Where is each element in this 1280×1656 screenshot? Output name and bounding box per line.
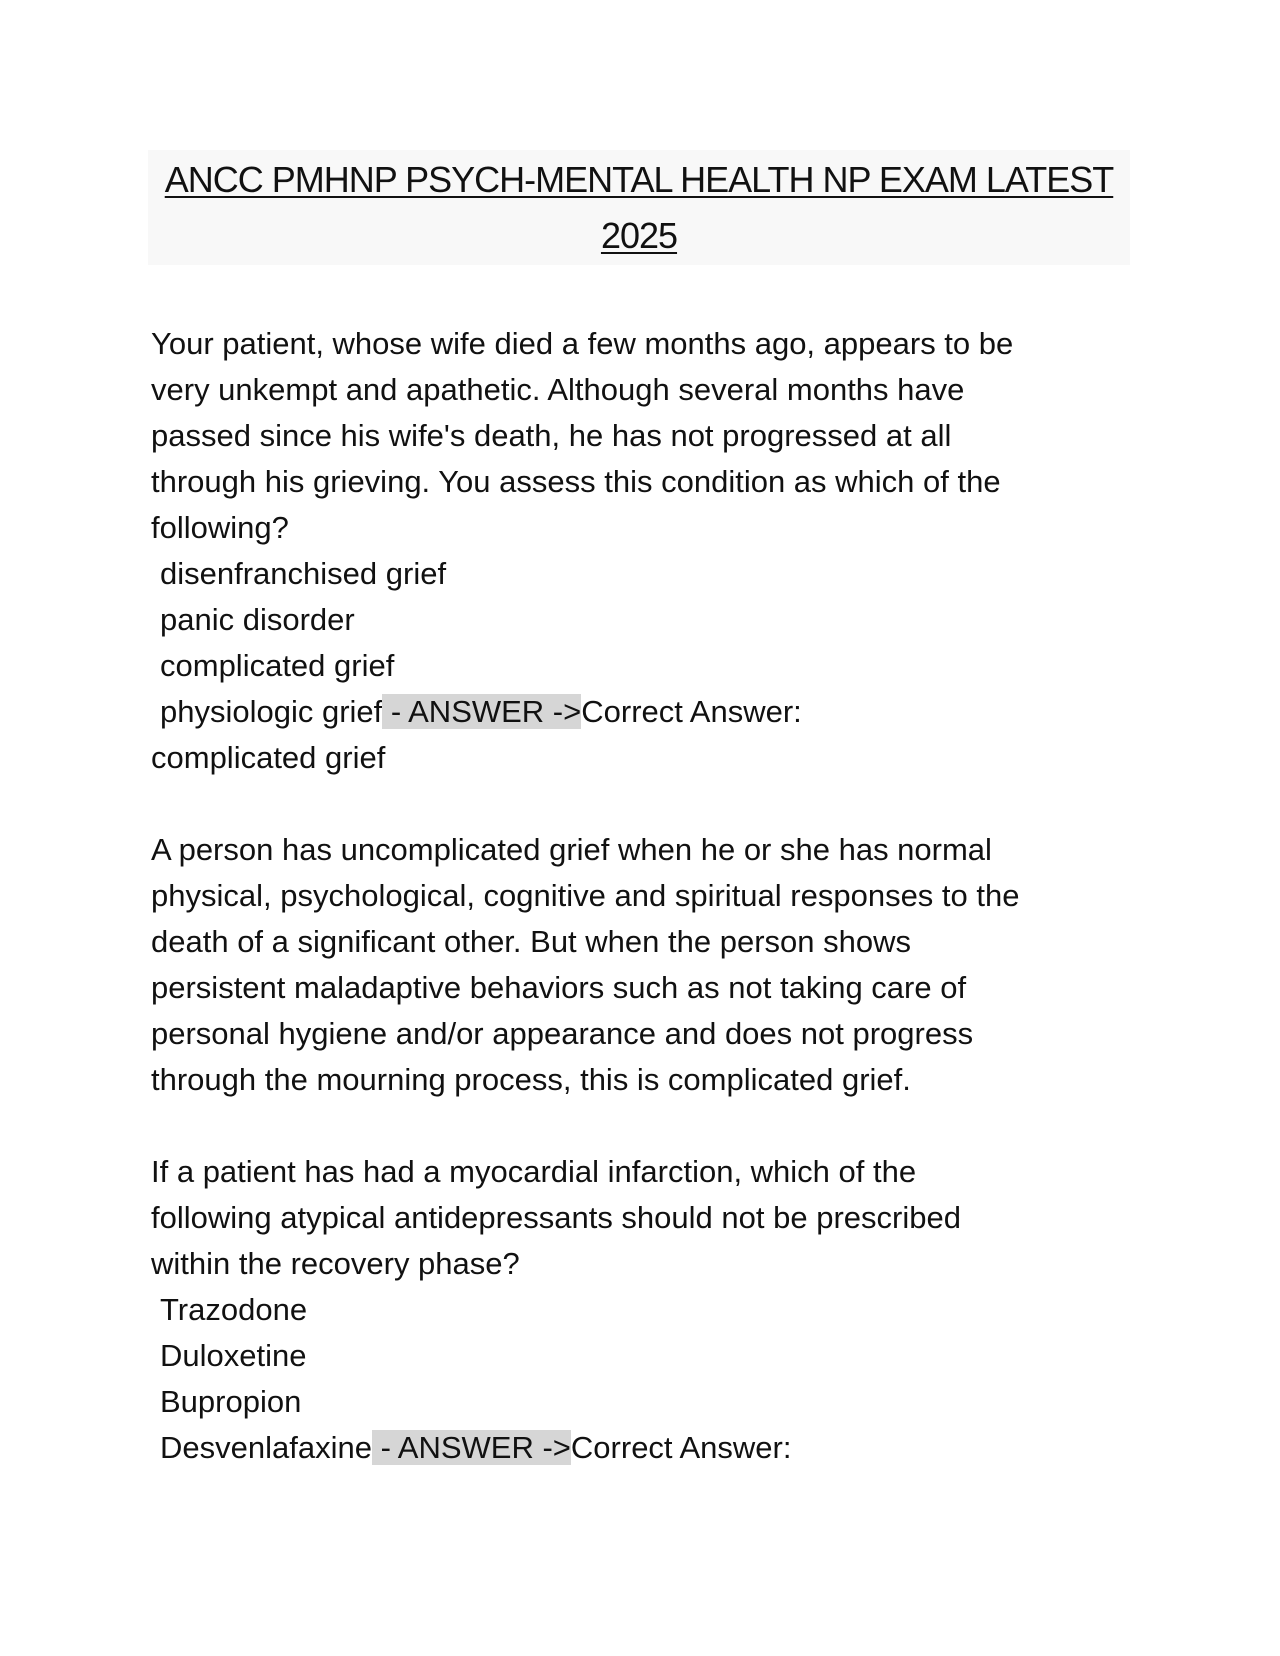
- explanation-line: death of a significant other. But when the person shows: [151, 924, 911, 959]
- question-2-stem-line: within the recovery phase?: [151, 1246, 520, 1281]
- title-line-1: ANCC PMHNP PSYCH-MENTAL HEALTH NP EXAM LATEST: [164, 159, 1114, 200]
- explanation-line: through the mourning process, this is complicated grief.: [151, 1062, 911, 1097]
- question-2-option: Trazodone: [160, 1292, 308, 1327]
- question-1-stem-line: through his grieving. You assess this condition as which of the: [151, 464, 1001, 499]
- paragraph-gap: [151, 1103, 1151, 1149]
- question-1-stem-line: following?: [151, 510, 289, 545]
- question-1-stem-line: very unkempt and apathetic. Although several months have: [151, 372, 965, 407]
- explanation-line: persistent maladaptive behaviors such as not taking care of: [151, 970, 967, 1005]
- explanation-line: A person has uncomplicated grief when he or she has normal: [151, 832, 992, 867]
- question-2-option: Duloxetine: [160, 1338, 307, 1373]
- question-1-answer-value: complicated grief: [151, 740, 386, 775]
- question-2-last-option-line: [151, 1425, 1151, 1471]
- question-1-option: panic disorder: [160, 602, 355, 637]
- question-1-stem-line: passed since his wife's death, he has not progressed at all: [151, 418, 952, 453]
- question-2-option: Bupropion: [160, 1384, 302, 1419]
- answer-label: Correct Answer:: [581, 694, 802, 729]
- question-1-option: physiologic grief: [160, 694, 383, 729]
- document-body: [151, 321, 1151, 1471]
- question-1-option: complicated grief: [160, 648, 395, 683]
- paragraph-gap: [151, 781, 1151, 827]
- question-2-stem-line: following atypical antidepressants should not be prescribed: [151, 1200, 961, 1235]
- question-1-stem-line: Your patient, whose wife died a few months ago, appears to be: [151, 326, 1014, 361]
- answer-marker: - ANSWER ->: [371, 1430, 571, 1465]
- question-1-last-option-line: [151, 689, 1151, 735]
- question-2-stem-line: If a patient has had a myocardial infarction, which of the: [151, 1154, 917, 1189]
- question-2-option: Desvenlafaxine: [160, 1430, 372, 1465]
- question-1-option: disenfranchised grief: [160, 556, 447, 591]
- question-2: [151, 1149, 1151, 1471]
- title-line-2: 2025: [600, 215, 678, 256]
- answer-marker: - ANSWER ->: [382, 694, 582, 729]
- explanation-line: personal hygiene and/or appearance and does not progress: [151, 1016, 974, 1051]
- question-1: [151, 321, 1151, 781]
- document-title: [148, 150, 1130, 265]
- answer-label: Correct Answer:: [570, 1430, 792, 1465]
- explanation-1: [151, 827, 1151, 1103]
- explanation-line: physical, psychological, cognitive and spiritual responses to the: [151, 878, 1020, 913]
